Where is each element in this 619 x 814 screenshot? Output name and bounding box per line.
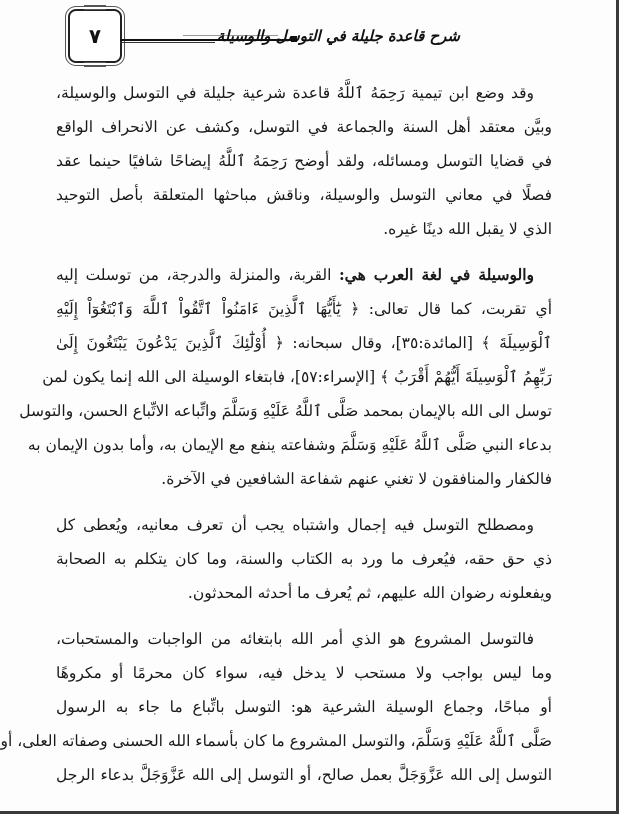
paragraph-terminology (56, 508, 552, 610)
text-line: وقد وضع ابن تيمية رَحِمَهُ ٱللَّهُ قاعدة شرعية جليلة في التوسل والوسيلة، (56, 84, 534, 102)
text-line: وبيَّن معتقد أهل السنة والجماعة في التوسل، وكشف عن الانحراف الواقع (56, 118, 552, 136)
page-number-frame (68, 9, 122, 63)
text-line: ذي حق حقه، فيُعرف ما ورد به الكتاب والسنة، وما كان يتكلم به الصحابة (56, 550, 552, 568)
text-line-quran: ٱلْوَسِيلَةَ ﴾ [المائدة:٣٥]، وقال سبحانه: ﴿ أُوْلَٰٓئِكَ ٱلَّذِينَ يَدْعُونَ يَبْتَغُونَ إِلَىٰ (56, 334, 552, 352)
text-line: توسل الى الله بالإيمان بمحمد صَلَّى ٱللَّهُ عَلَيْهِ وَسَلَّمَ واتِّباعه الاتِّباع الحسن، والتوسل (19, 402, 552, 420)
page-header (0, 0, 616, 70)
text-line: وما ليس بواجب ولا مستحب لا يدخل فيه، سواء كان محرمًا أو مكروهًا (56, 664, 552, 682)
header-rule-sub (120, 42, 215, 43)
book-title: شرح قاعدة جليلة في التوسل والوسيلة (216, 27, 460, 45)
text-line (56, 258, 552, 292)
page-body (0, 76, 552, 792)
text-line: ويفعلونه رضوان الله عليهم، ثم يُعرف ما أحدثه المحدثون. (187, 584, 552, 602)
text-line-quran: أي تقربت، كما قال تعالى: ﴿ يَٰٓأَيُّهَا ٱلَّذِينَ ءَامَنُواْ ٱتَّقُواْ ٱللَّهَ وَٱبْتَغُوٓاْ إِلَيْهِ (56, 300, 552, 318)
paragraph-intro (56, 76, 552, 246)
page-number: ٧ (88, 24, 102, 48)
paragraph-definition (19, 258, 552, 496)
paragraph-legitimate-tawassul (0, 622, 552, 792)
defined-term: والوسيلة في لغة العرب هي: (338, 265, 534, 284)
text-line: ومصطلح التوسل فيه إجمال واشتباه يجب أن تعرف معانيه، ويُعطى كل (56, 516, 534, 534)
text-line-quran: رَبِّهِمُ ٱلْوَسِيلَةَ أَيُّهُمْ أَقْرَبُ ﴾ [الإسراء:٥٧]، فابتغاء الوسيلة الى الله إنما يكون لمن (42, 368, 552, 386)
text-line: فالتوسل المشروع هو الذي أمر الله بابتغائه من الواجبات والمستحبات، (56, 630, 534, 648)
text-line: التوسل إلى الله عَزَّوَجَلَّ بعمل صالح، أو التوسل إلى الله عَزَّوَجَلَّ بدعاء الرجل (56, 766, 552, 784)
text-line: صَلَّى ٱللَّهُ عَلَيْهِ وَسَلَّمَ، والتوسل المشروع ما كان بأسماء الله الحسنى وصفاته العلى، أو (0, 732, 552, 750)
text-line: فصلًا في معاني التوسل والوسيلة، وناقش مباحثها المتعلقة بأصل التوحيد (56, 186, 552, 204)
text-line: في قضايا التوسل ومسائله، ولقد أوضح رَحِمَهُ ٱللَّهُ إيضاحًا شافيًا حينما عقد (56, 152, 552, 170)
text-line-rest: القربة، والمنزلة والدرجة، من توسلت إليه (56, 266, 339, 284)
text-line: أو مباحًا، وجماع الوسيلة الشرعية هو: التوسل باتِّباع ما جاء به الرسول (56, 698, 552, 716)
text-line: فالكفار والمنافقون لا تغني عنهم شفاعة الشافعين في الآخرة. (161, 470, 552, 488)
text-line: بدعاء النبي صَلَّى ٱللَّهُ عَلَيْهِ وَسَلَّمَ وشفاعته ينفع مع الإيمان به، وأما بدون الإيمان به (27, 436, 552, 454)
text-line: الذي لا يقبل الله دينًا غيره. (383, 220, 552, 238)
